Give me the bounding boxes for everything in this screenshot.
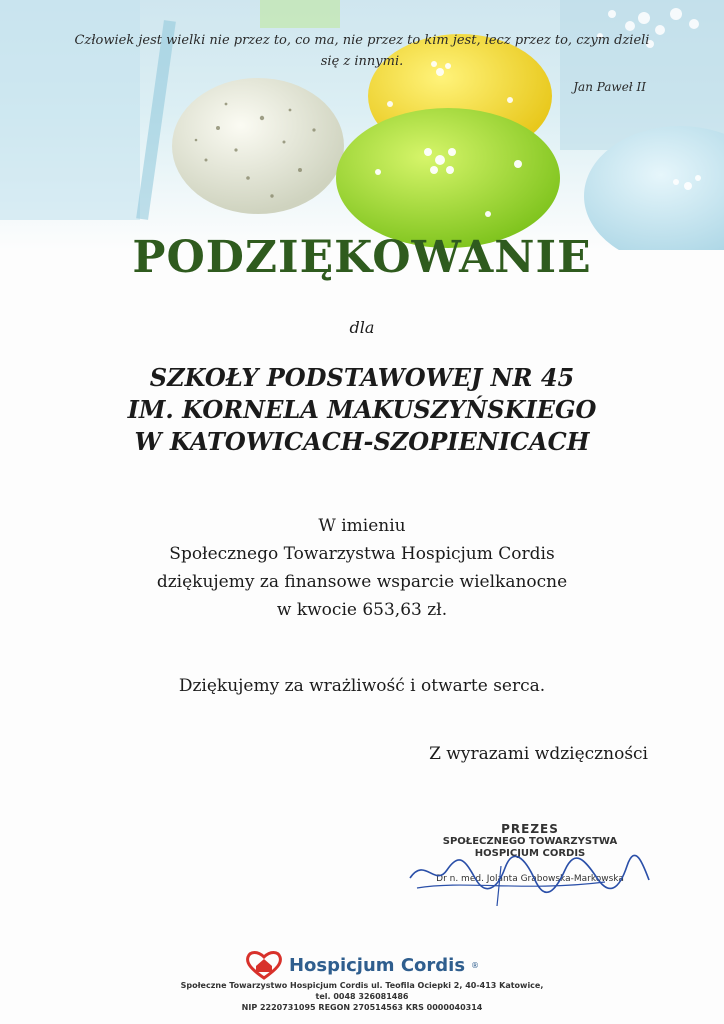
- regards-text: Z wyrazami wdzięczności: [429, 744, 648, 764]
- body-line-2: Społecznego Towarzystwa Hospicjum Cordis: [169, 544, 555, 564]
- footer-address: Społeczne Towarzystwo Hospicjum Cordis ul. Teofila Ociepki 2, 40-413 Katowice,: [180, 981, 544, 990]
- signatory-title: PREZES: [501, 822, 559, 836]
- recipient-line-2: IM. KORNELA MAKUSZYŃSKIEGO: [127, 395, 597, 424]
- body-line-3: dziękujemy za finansowe wsparcie wielkanocne: [156, 572, 568, 592]
- body-line-4: w kwocie 653,63 zł.: [276, 600, 448, 620]
- recipient-line-3: W KATOWICACH-SZOPIENICACH: [134, 427, 590, 456]
- recipient-name: [0, 362, 724, 458]
- quote-line-2: się z innymi.: [320, 54, 404, 69]
- signatory-org-line-1: SPOŁECZNEGO TOWARZYSTWA: [442, 836, 618, 847]
- recipient-line-1: SZKOŁY PODSTAWOWEJ NR 45: [149, 363, 575, 392]
- quote: [0, 30, 724, 72]
- logo-name: Hospicjum Cordis: [288, 954, 466, 976]
- footer: [0, 950, 724, 1013]
- signatory-name: Dr n. med. Jolanta Grabowska-Markowska: [436, 874, 624, 884]
- green-egg: [336, 108, 560, 248]
- document-title: PODZIĘKOWANIE: [132, 232, 592, 283]
- footer-ids: NIP 2220731095 REGON 270514563 KRS 0000040314: [241, 1003, 483, 1012]
- body-paragraph: [0, 512, 724, 624]
- speckled-egg: [172, 78, 344, 214]
- signatory-org-line-2: HOSPICJUM CORDIS: [474, 848, 586, 859]
- handwritten-signature: [405, 848, 655, 908]
- dla-label: dla: [349, 318, 375, 337]
- thanks-text: Dziękujemy za wrażliwość i otwarte serca.: [178, 676, 546, 696]
- hospicjum-logo: [0, 950, 724, 980]
- registered-mark: ®: [471, 960, 480, 970]
- quote-line-1: Człowiek jest wielki nie przez to, co ma, nie przez to kim jest, lecz przez to, czym dzieli: [74, 33, 650, 48]
- body-line-1: W imieniu: [318, 516, 406, 536]
- footer-phone: tel. 0048 326081486: [315, 992, 409, 1001]
- heart-house-icon: [245, 950, 283, 980]
- quote-author: Jan Paweł II: [573, 80, 646, 94]
